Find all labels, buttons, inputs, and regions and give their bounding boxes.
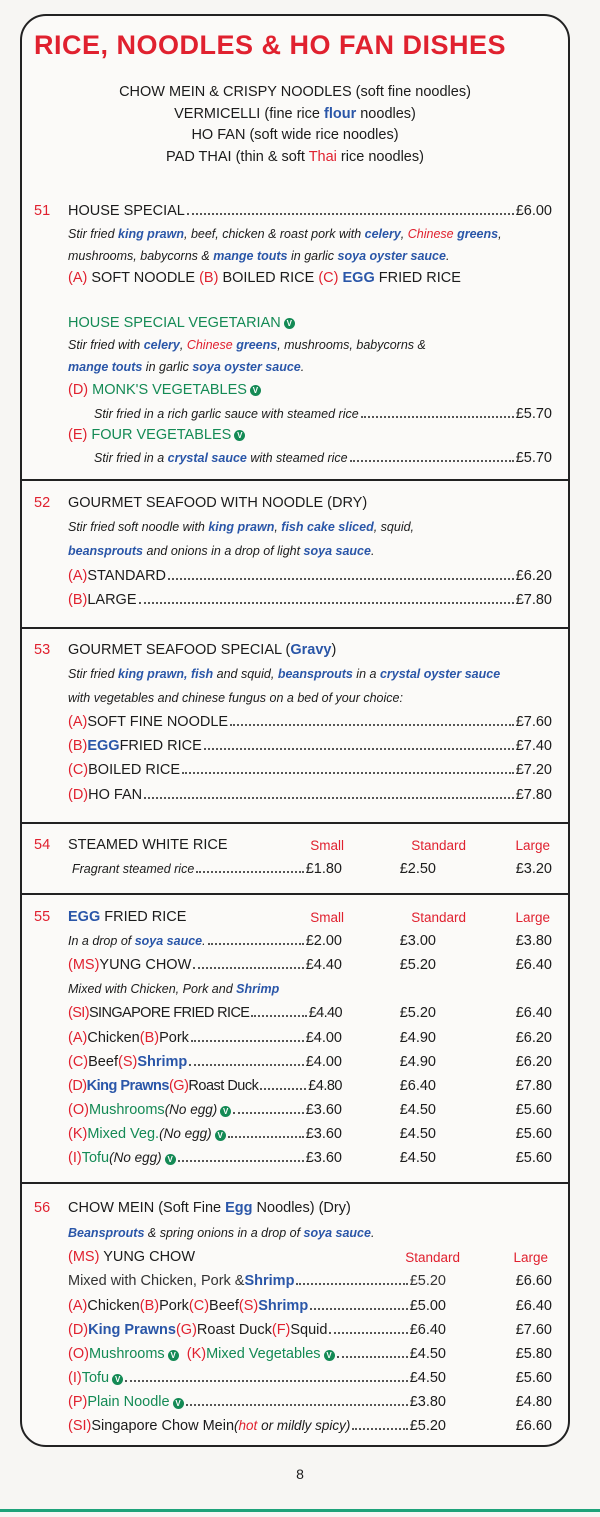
- price: £6.60: [515, 1418, 552, 1434]
- item-number: 55: [34, 909, 51, 925]
- menu-item-gourmet-seafood-special: GOURMET SEAFOOD SPECIAL (Gravy): [68, 642, 337, 658]
- menu-item-monks-vegetables: (D) MONK'S VEGETABLES V: [68, 382, 552, 398]
- price: £6.40: [515, 1005, 552, 1021]
- menu-row: (A) Chicken (B) Pork £4.00: [68, 1030, 342, 1046]
- item-description: Stir fried with celery, Chinese greens, mushrooms, babycorns &: [68, 338, 426, 352]
- vegetarian-icon: V: [250, 385, 261, 396]
- menu-row: In a drop of soya sauce. £2.00: [68, 933, 342, 949]
- item-description: Stir fried king prawn, beef, chicken & roast pork with celery, Chinese greens,: [68, 227, 502, 241]
- menu-row: (SI) SINGAPORE FRIED RICE £4.40: [68, 1005, 342, 1021]
- item-description: mange touts in garlic soya oyster sauce.: [68, 360, 305, 374]
- item-options: (A) SOFT NOODLE (B) BOILED RICE (C) EGG FRIED RICE: [68, 270, 461, 286]
- item-description: with vegetables and chinese fungus on a bed of your choice:: [68, 691, 403, 705]
- intro: [22, 82, 568, 168]
- menu-row: (MS) YUNG CHOW: [68, 1249, 196, 1265]
- menu-row: (P) Plain Noodle V £3.80: [68, 1394, 446, 1410]
- size-header: Standard: [411, 910, 466, 925]
- item-description: Stir fried in a rich garlic sauce with steamed rice £5.70: [94, 406, 552, 422]
- item-number: 51: [34, 203, 51, 219]
- section-divider: [22, 627, 568, 629]
- page-title: RICE, NOODLES & HO FAN DISHES: [34, 30, 507, 60]
- item-description: Beansprouts & spring onions in a drop of soya sauce.: [68, 1226, 375, 1240]
- item-description: mushrooms, babycorns & mange touts in garlic soya oyster sauce.: [68, 249, 450, 263]
- price: £7.80: [515, 1078, 552, 1094]
- menu-row: (I) Tofu V £4.50: [68, 1370, 446, 1386]
- menu-option: (A) STANDARD £6.20: [68, 568, 552, 584]
- menu-row: (SI) Singapore Chow Mein (hot or mildly spicy) £5.20: [68, 1418, 446, 1434]
- price: £7.60: [515, 1322, 552, 1338]
- vegetarian-icon: V: [173, 1398, 184, 1409]
- price: £5.60: [515, 1150, 552, 1166]
- bottom-rule: [0, 1509, 600, 1512]
- size-header: Large: [515, 838, 550, 853]
- menu-item-house-special-vegetarian: HOUSE SPECIAL VEGETARIAN V: [68, 315, 552, 331]
- vegetarian-icon: V: [284, 318, 295, 329]
- menu-item-chow-mein: CHOW MEIN (Soft Fine Egg Noodles) (Dry): [68, 1200, 351, 1216]
- price: £4.50: [399, 1126, 436, 1142]
- menu-row: (D) King Prawns (G) Roast Duck (F) Squid £6.40: [68, 1322, 446, 1338]
- item-description: Stir fried king prawn, fish and squid, beansprouts in a crystal oyster sauce: [68, 667, 501, 681]
- item-description: beansprouts and onions in a drop of light soya sauce.: [68, 544, 375, 558]
- price: £5.60: [515, 1126, 552, 1142]
- vegetarian-icon: V: [215, 1130, 226, 1141]
- price: £5.80: [515, 1346, 552, 1362]
- intro-line: VERMICELLI (fine rice flour noodles): [174, 105, 416, 122]
- vegetarian-icon: V: [112, 1374, 123, 1385]
- menu-row: (MS) YUNG CHOW £4.40: [68, 957, 342, 973]
- price: £6.40: [399, 1078, 436, 1094]
- item-description: Stir fried in a crystal sauce with steamed rice £5.70: [94, 450, 552, 466]
- intro-line: CHOW MEIN & CRISPY NOODLES (soft fine noodles): [119, 84, 471, 100]
- menu-option: (B) LARGE £7.80: [68, 592, 552, 608]
- price: £3.20: [515, 861, 552, 877]
- size-header: Small: [310, 910, 344, 925]
- item-number: 54: [34, 837, 51, 853]
- price: £2.50: [399, 861, 436, 877]
- menu-option: (C) BOILED RICE £7.20: [68, 762, 552, 778]
- page-number: 8: [296, 1466, 304, 1482]
- item-number: 56: [34, 1200, 51, 1216]
- intro-line: PAD THAI (thin & soft Thai rice noodles): [166, 148, 424, 165]
- menu-row: Mixed with Chicken, Pork & Shrimp £5.20: [68, 1273, 446, 1289]
- menu-row: (A) Chicken (B) Pork (C) Beef (S) Shrimp £5.00: [68, 1298, 446, 1314]
- size-header: Large: [515, 910, 550, 925]
- menu-item-four-vegetables: (E) FOUR VEGETABLES V: [68, 427, 552, 443]
- menu-item-gourmet-seafood-noodle: GOURMET SEAFOOD WITH NOODLE (DRY): [68, 495, 368, 511]
- vegetarian-icon: V: [220, 1106, 231, 1117]
- price: £6.20: [515, 1030, 552, 1046]
- menu-row: (D) King Prawns (G) Roast Duck £4.80: [68, 1078, 342, 1094]
- price: £6.40: [515, 957, 552, 973]
- price: £5.20: [399, 1005, 436, 1021]
- price: £4.80: [515, 1394, 552, 1410]
- section-divider: [22, 479, 568, 481]
- menu-row: (O) Mushrooms V (K) Mixed Vegetables V £4.50: [68, 1346, 446, 1362]
- vegetarian-icon: V: [234, 430, 245, 441]
- menu-item-egg-fried-rice: EGG FRIED RICE: [68, 909, 187, 925]
- menu-row: (I) Tofu (No egg) V £3.60: [68, 1150, 342, 1166]
- price: £4.90: [399, 1054, 436, 1070]
- menu-frame: [20, 14, 570, 1447]
- item-description: Stir fried soft noodle with king prawn, fish cake sliced, squid,: [68, 520, 415, 534]
- section-divider: [22, 893, 568, 895]
- price: £4.50: [399, 1150, 436, 1166]
- price: £4.90: [399, 1030, 436, 1046]
- menu-option: (D) HO FAN £7.80: [68, 787, 552, 803]
- menu-item-house-special: HOUSE SPECIAL £6.00: [68, 203, 552, 219]
- size-header: Standard: [405, 1250, 460, 1265]
- intro-line: HO FAN (soft wide rice noodles): [191, 127, 399, 143]
- price: £4.50: [399, 1102, 436, 1118]
- size-header: Small: [310, 838, 344, 853]
- price: £5.60: [515, 1102, 552, 1118]
- menu-item-steamed-white-rice: STEAMED WHITE RICE: [68, 837, 228, 853]
- item-number: 52: [34, 495, 51, 511]
- menu-row: (K) Mixed Veg. (No egg) V £3.60: [68, 1126, 342, 1142]
- price: £6.20: [515, 1054, 552, 1070]
- item-description: Mixed with Chicken, Pork and Shrimp: [68, 982, 280, 996]
- vegetarian-icon: V: [324, 1350, 335, 1361]
- price: £6.60: [515, 1273, 552, 1289]
- menu-option: (A) SOFT FINE NOODLE £7.60: [68, 714, 552, 730]
- menu-row: (C) Beef (S) Shrimp £4.00: [68, 1054, 342, 1070]
- section-divider: [22, 822, 568, 824]
- size-header: Standard: [411, 838, 466, 853]
- section-divider: [22, 1182, 568, 1184]
- size-header: Large: [513, 1250, 548, 1265]
- price: £5.60: [515, 1370, 552, 1386]
- price: £5.20: [399, 957, 436, 973]
- item-description: Fragrant steamed rice £1.80: [72, 861, 342, 877]
- vegetarian-icon: V: [168, 1350, 179, 1361]
- price: £3.00: [399, 933, 436, 949]
- vegetarian-icon: V: [165, 1154, 176, 1165]
- price: £6.40: [515, 1298, 552, 1314]
- menu-row: (O) Mushrooms (No egg) V £3.60: [68, 1102, 342, 1118]
- menu-option: (B) EGG FRIED RICE £7.40: [68, 738, 552, 754]
- item-number: 53: [34, 642, 51, 658]
- price: £3.80: [515, 933, 552, 949]
